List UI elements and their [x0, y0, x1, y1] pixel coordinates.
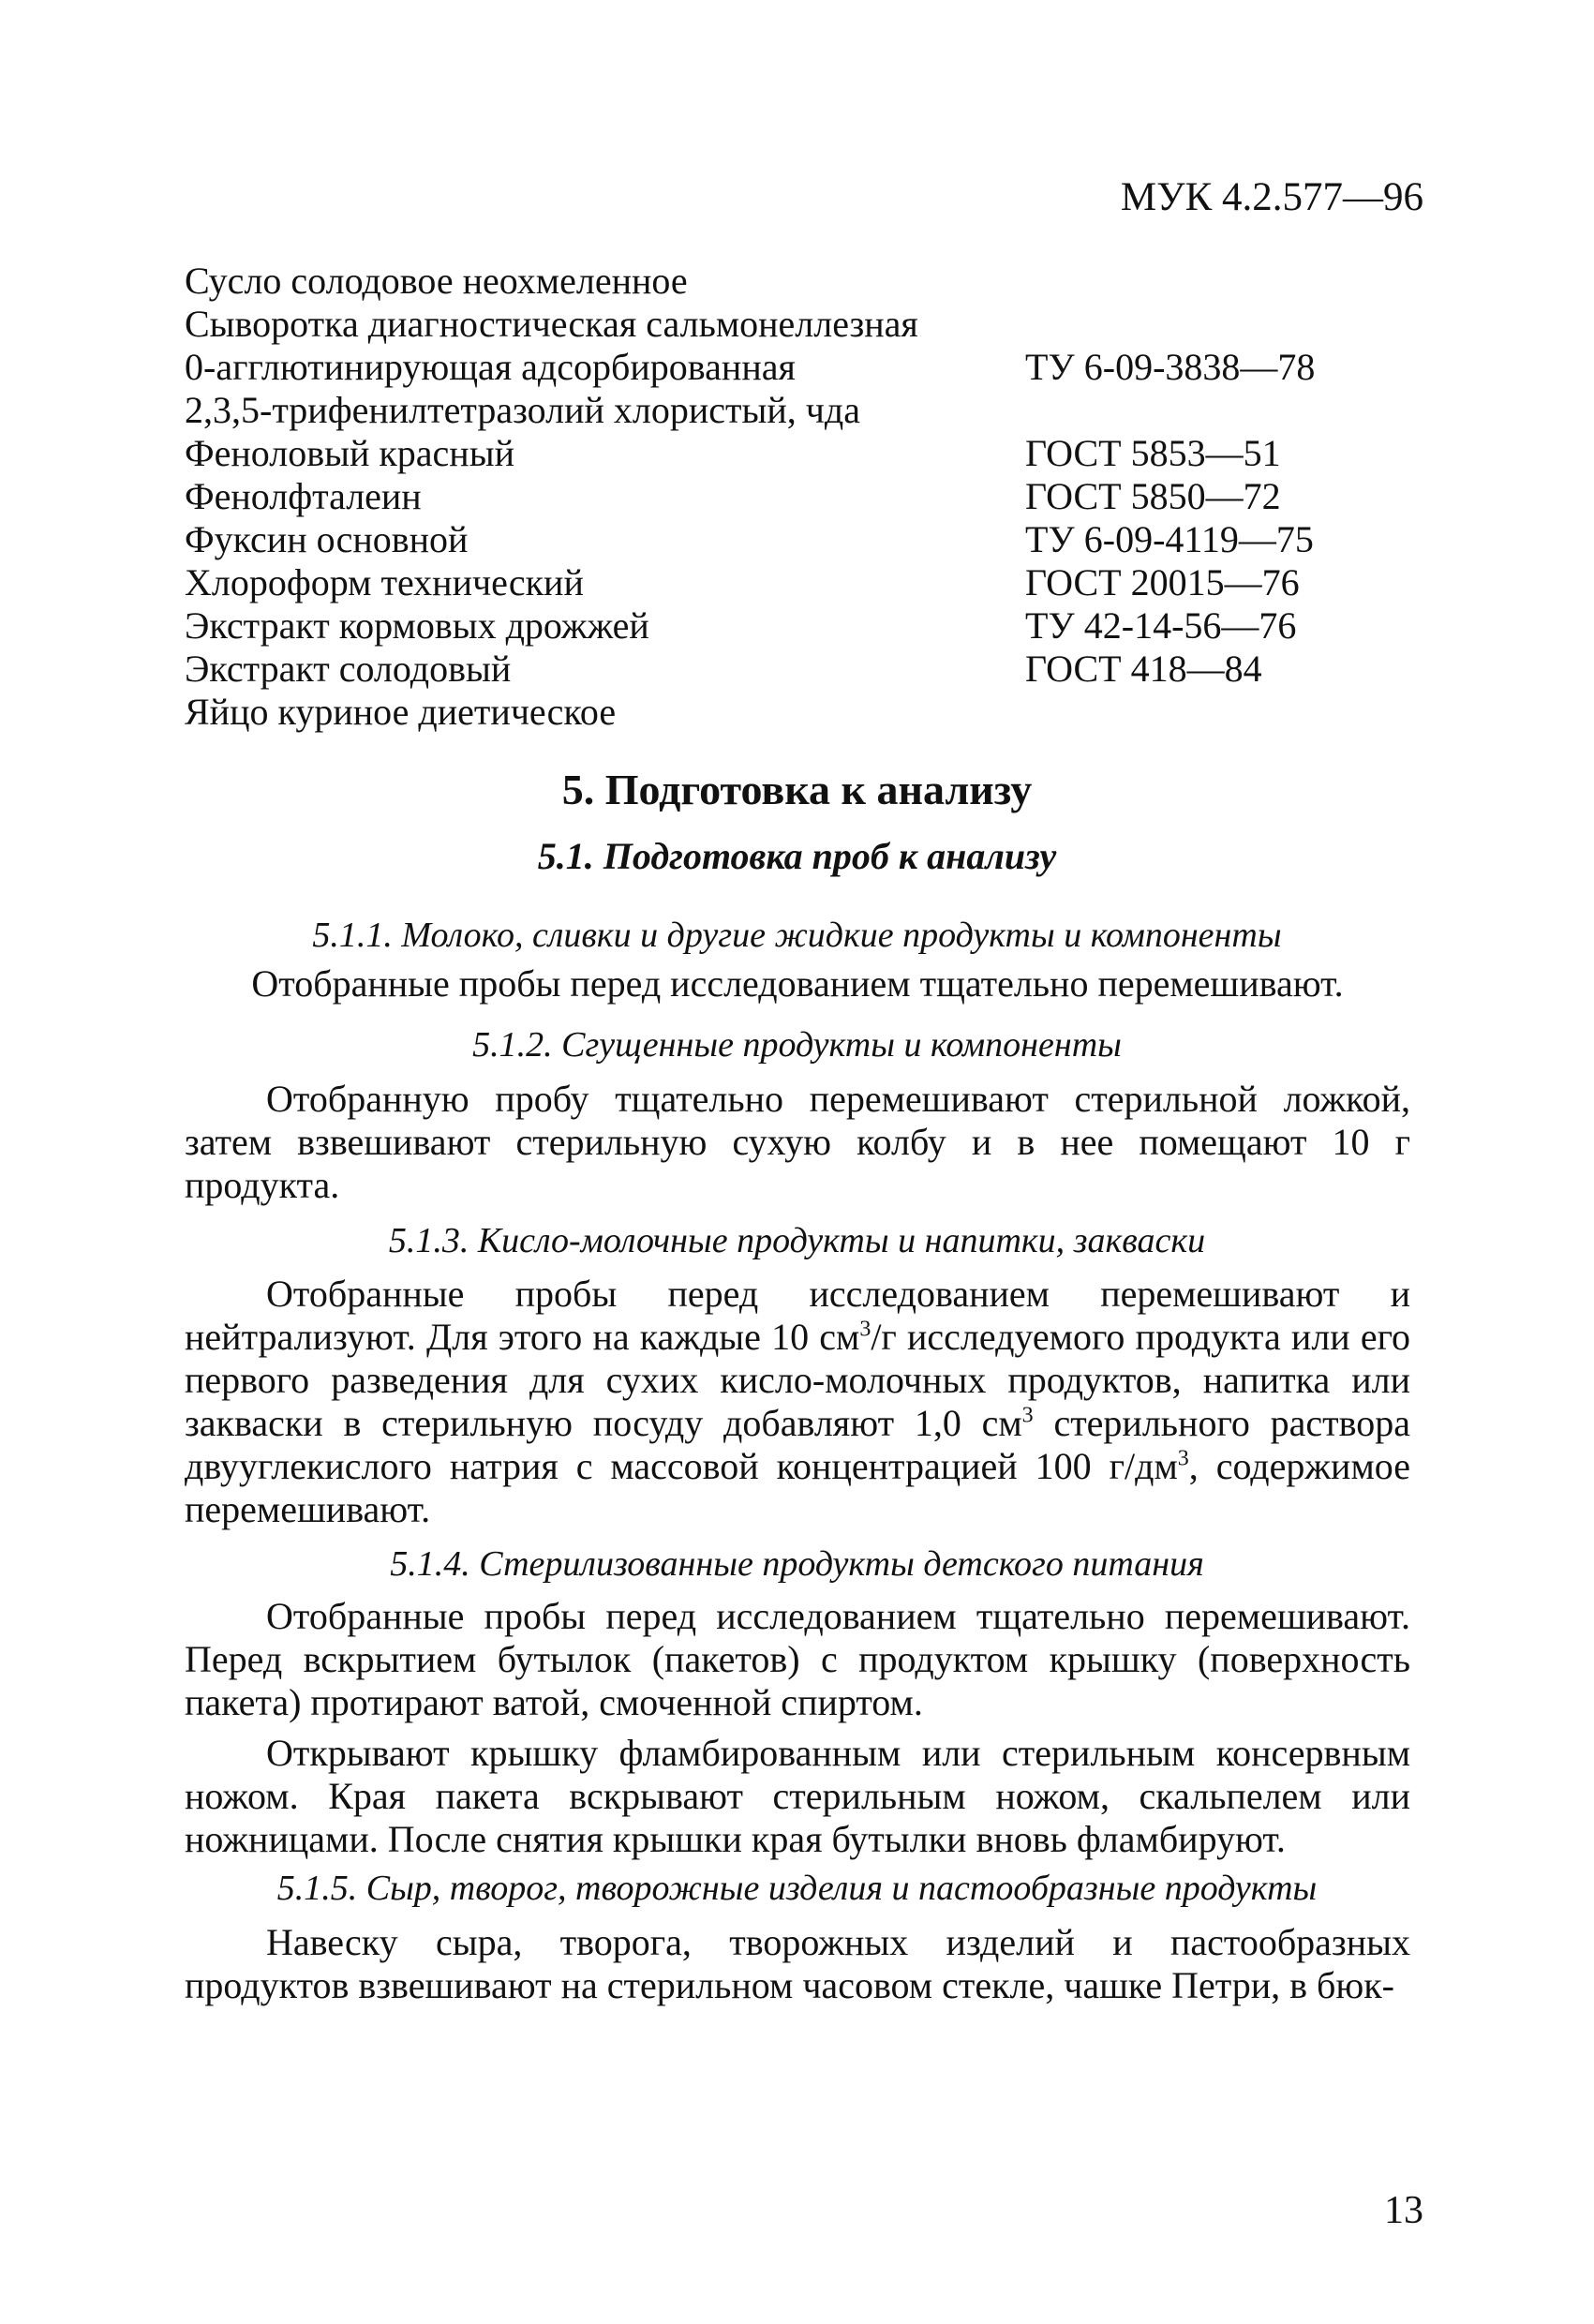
material-standard: ГОСТ 418—84	[1025, 648, 1262, 690]
heading-5-1-2: 5.1.2. Сгущенные продукты и компоненты	[472, 1025, 1122, 1065]
material-row	[185, 518, 1356, 561]
document-code: МУК 4.2.577—96	[1120, 175, 1423, 219]
text-fragment: Отобранные пробы перед исследованием перемешивают и нейтрализуют. Для этого на каждые 10 см	[185, 1273, 1410, 1358]
material-name: Фенолфталеин	[185, 475, 422, 517]
material-row	[185, 346, 1356, 389]
material-name: Яйцо куриное диетическое	[185, 691, 617, 733]
superscript: 3	[1021, 1403, 1034, 1428]
material-row	[185, 389, 1356, 432]
material-name: Экстракт солодовый	[185, 648, 512, 690]
superscript: 3	[859, 1317, 871, 1342]
text-fragment: стерильного раствора двууглекислого натрия с массовой концентрацией 100 г/дм	[185, 1402, 1410, 1487]
material-name: Экстракт кормовых дрожжей	[185, 604, 649, 647]
material-name: Феноловый красный	[185, 432, 514, 474]
paragraph-5-1-5: Навеску сыра, творога, творожных изделий и пастообразных продуктов взвешивают на стерильном часовом стекле, чашке Петри, в бюк-	[185, 1921, 1410, 2006]
material-row	[185, 648, 1356, 691]
heading-5-1-5: 5.1.5. Сыр, творог, творожные изделия и пастообразные продукты	[276, 1869, 1318, 1908]
section-title: 5. Подготовка к анализу	[561, 766, 1033, 813]
material-standard: ТУ 42-14-56—76	[1025, 604, 1297, 647]
paragraph-5-1-3	[185, 1273, 1410, 1531]
heading-5-1-3: 5.1.3. Кисло-молочные продукты и напитки, закваски	[388, 1221, 1206, 1260]
material-name: Фуксин основной	[185, 518, 469, 560]
paragraph-5-1-1: Отобранные пробы перед исследованием тщательно перемешивают.	[251, 962, 1344, 1005]
material-standard: ТУ 6-09-4119—75	[1025, 518, 1314, 560]
material-row	[185, 432, 1356, 475]
heading-5-1-1: 5.1.1. Молоко, сливки и другие жидкие продукты и компоненты	[312, 916, 1282, 955]
material-row	[185, 303, 1356, 346]
material-name: Сыворотка диагностическая сальмонеллезная	[185, 303, 918, 345]
material-standard: ГОСТ 5850—72	[1025, 475, 1281, 517]
materials-list	[185, 260, 1356, 734]
superscript: 3	[1177, 1446, 1189, 1471]
material-row	[185, 604, 1356, 648]
material-name: Сусло солодовое неохмеленное	[185, 260, 688, 302]
material-standard: ГОСТ 20015—76	[1025, 561, 1300, 603]
heading-5-1-4: 5.1.4. Стерилизованные продукты детского питания	[390, 1544, 1204, 1584]
material-standard: ТУ 6-09-3838—78	[1025, 346, 1316, 388]
paragraph-5-1-4-a: Отобранные пробы перед исследованием тщательно перемешивают. Перед вскрытием бутылок (пакетов) с продуктом крышку (поверхность пакета) протирают ватой, смоченной спиртом.	[185, 1595, 1410, 1723]
material-row	[185, 691, 1356, 734]
paragraph-5-1-4-b: Открывают крышку фламбированным или стерильным консервным ножом. Края пакета вскрывают стерильным ножом, скальпелем или ножницами. После снятия крышки края бутылки вновь фламбируют.	[185, 1732, 1410, 1860]
subsection-title: 5.1. Подготовка проб к анализу	[537, 835, 1057, 877]
material-row	[185, 260, 1356, 303]
material-name: Хлороформ технический	[185, 561, 584, 603]
paragraph-5-1-2: Отобранную пробу тщательно перемешивают стерильной ложкой, затем взвешивают стерильную сухую колбу и в нее помещают 10 г продукта.	[185, 1078, 1410, 1206]
material-standard: ГОСТ 5853—51	[1025, 432, 1281, 474]
material-name: 2,3,5-трифенилтетразолий хлористый, чда	[185, 389, 861, 431]
material-name: 0-агглютинирующая адсорбированная	[185, 346, 796, 388]
page-number: 13	[1384, 2189, 1423, 2232]
material-row	[185, 475, 1356, 518]
material-row	[185, 561, 1356, 604]
text-fragment: , содержимое перемешивают.	[185, 1445, 1411, 1530]
text-fragment: /г исследуемого продукта или его первого разведения для сухих кисло-молочных продуктов, напитка или закваски в стерильную посуду добавляют 1,0 см	[185, 1316, 1411, 1444]
